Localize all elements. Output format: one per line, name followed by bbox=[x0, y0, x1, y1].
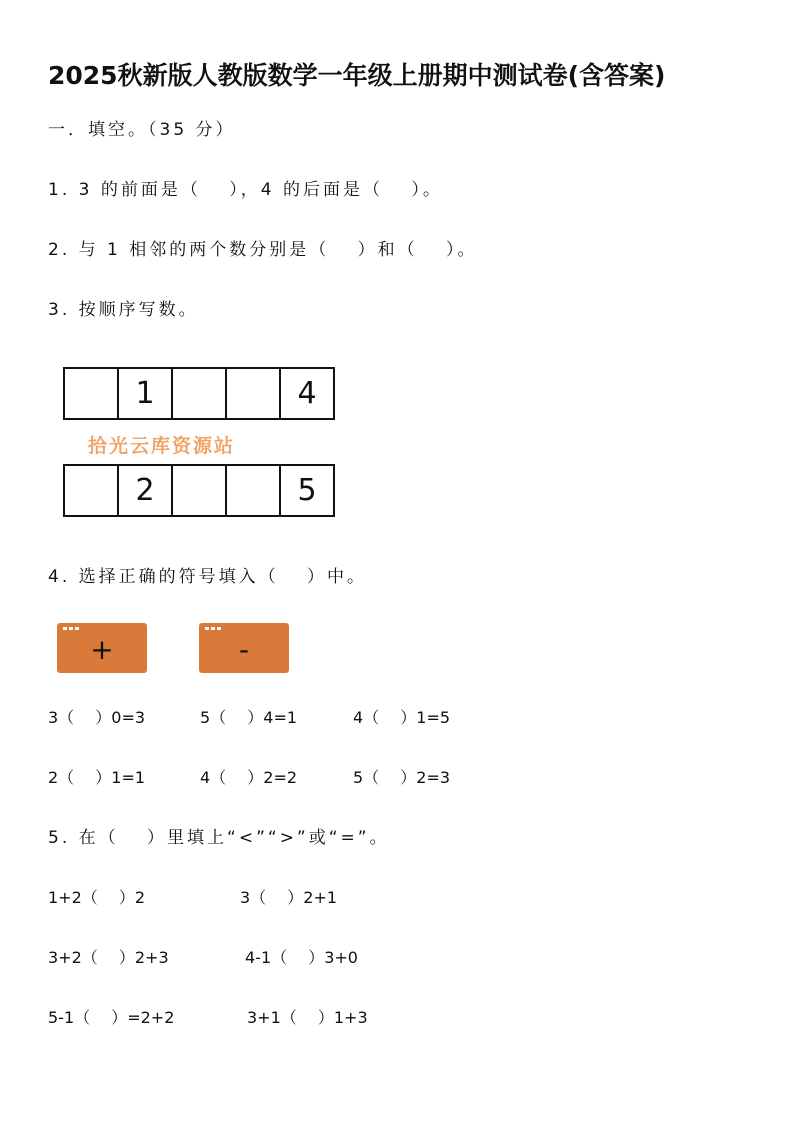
grid-cell: 5 bbox=[297, 473, 317, 508]
equation: 4（ ）2=2 bbox=[200, 768, 298, 787]
grid-cell bbox=[227, 466, 281, 515]
number-grid-1 bbox=[63, 367, 335, 420]
plus-label: + bbox=[90, 633, 114, 666]
grid-cell bbox=[227, 369, 281, 418]
grid-cell bbox=[65, 466, 119, 515]
equation: 4（ ）1=5 bbox=[353, 708, 451, 727]
grid-cell: 2 bbox=[119, 466, 173, 515]
comparison: 1+2（ ）2 bbox=[48, 888, 146, 907]
question-4: 4. 选择正确的符号填入（ ）中。 bbox=[48, 567, 368, 587]
section-heading: 一．填空。（35 分） bbox=[48, 120, 236, 140]
comparison: 4-1（ ）3+0 bbox=[245, 948, 358, 967]
question-2: 2. 与 1 相邻的两个数分别是（ ）和（ ）。 bbox=[48, 240, 478, 260]
equation: 5（ ）4=1 bbox=[200, 708, 298, 727]
question-3: 3. 按顺序写数。 bbox=[48, 300, 199, 320]
dots-icon bbox=[205, 627, 221, 630]
grid-cell: 4 bbox=[297, 376, 317, 411]
comparison: 3+2（ ）2+3 bbox=[48, 948, 169, 967]
equation: 3（ ）0=3 bbox=[48, 708, 146, 727]
question-5: 5. 在（ ）里填上“<”“>”或“=”。 bbox=[48, 828, 390, 848]
watermark: 拾光云库资源站 bbox=[88, 435, 236, 457]
grid-cell bbox=[65, 369, 119, 418]
question-1: 1. 3 的前面是（ ），4 的后面是（ ）。 bbox=[48, 180, 443, 200]
page-title: 2025秋新版人教版数学一年级上册期中测试卷(含答案) bbox=[48, 61, 666, 90]
comparison: 3（ ）2+1 bbox=[240, 888, 338, 907]
minus-symbol-card bbox=[199, 623, 289, 673]
grid-cell bbox=[173, 369, 227, 418]
comparison: 3+1（ ）1+3 bbox=[247, 1008, 368, 1027]
equation: 2（ ）1=1 bbox=[48, 768, 146, 787]
grid-cell bbox=[173, 466, 227, 515]
plus-symbol-card bbox=[57, 623, 147, 673]
equation: 5（ ）2=3 bbox=[353, 768, 451, 787]
minus-label: - bbox=[238, 633, 250, 666]
comparison: 5-1（ ）=2+2 bbox=[48, 1008, 175, 1027]
dots-icon bbox=[63, 627, 79, 630]
number-grid-2 bbox=[63, 464, 335, 517]
grid-cell: 1 bbox=[119, 369, 173, 418]
